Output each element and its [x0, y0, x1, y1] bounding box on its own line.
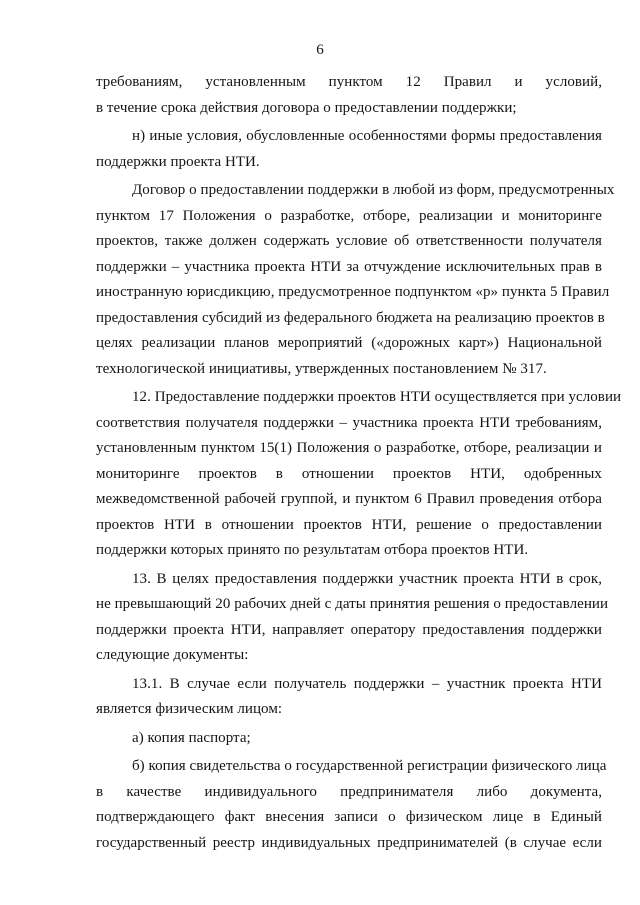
text-line: в течение срока действия договора о предоставлении поддержки;: [96, 99, 517, 116]
text-line: 12. Предоставление поддержки проектов НТИ осуществляется при условии: [132, 389, 622, 405]
text-line: поддержки проекта НТИ, направляет оператору предоставления поддержки: [96, 621, 602, 638]
text-line: предоставления субсидий из федерального бюджета на реализацию проектов в: [96, 309, 605, 326]
text-line: б) копия свидетельства о государственной регистрации физического лица: [132, 758, 607, 774]
paragraph-requirements-continuation: [96, 70, 602, 121]
text-line: поддержки которых принято по результатам отбора проектов НТИ.: [96, 542, 529, 558]
text-line: а) копия паспорта;: [132, 729, 251, 746]
text-line: н) иные условия, обусловленные особенностями формы предоставления: [132, 128, 602, 144]
text-line: Договор о предоставлении поддержки в любой из форм, предусмотренных: [132, 182, 615, 198]
paragraph-item-n: [96, 124, 602, 175]
text-line: технологической инициативы, утвержденных постановлением № 317.: [96, 360, 547, 377]
text-line: следующие документы:: [96, 647, 249, 663]
text-line: проектов НТИ в отношении проектов НТИ, решение о предоставлении: [96, 516, 602, 533]
paragraph-item-b: [96, 754, 607, 856]
paragraph-item-a: [96, 726, 602, 752]
text-line: поддержки проекта НТИ.: [96, 153, 260, 170]
text-line: иностранную юрисдикцию, предусмотренное подпунктом «р» пункта 5 Правил: [96, 284, 610, 300]
text-line: в качестве индивидуального предпринимателя либо документа,: [96, 783, 602, 800]
text-line: установленным пунктом 15(1) Положения о разработке, отборе, реализации и: [96, 440, 602, 456]
text-line: межведомственной рабочей группой, и пунктом 6 Правил проведения отбора: [96, 491, 602, 507]
text-line: является физическим лицом:: [96, 701, 283, 717]
text-line: государственный реестр индивидуальных предпринимателей (в случае если: [96, 834, 602, 851]
text-line: поддержки – участника проекта НТИ за отчуждение исключительных прав в: [96, 258, 602, 275]
paragraph-clause-12: [96, 385, 622, 564]
paragraph-clause-13: [96, 567, 609, 669]
text-line: 13.1. В случае если получатель поддержки – участник проекта НТИ: [132, 675, 602, 692]
document-body: [96, 70, 622, 856]
paragraph-clause-13-1: [96, 672, 602, 723]
paragraph-agreement: [96, 178, 615, 382]
text-line: проектов, также должен содержать условие об ответственности получателя: [96, 233, 602, 249]
page-number: 6: [316, 42, 324, 58]
text-line: целях реализации планов мероприятий («дорожных карт») Национальной: [96, 335, 602, 351]
text-line: соответствия получателя поддержки – участника проекта НТИ требованиям,: [96, 414, 602, 431]
text-line: пунктом 17 Положения о разработке, отборе, реализации и мониторинге: [96, 207, 602, 224]
text-line: 13. В целях предоставления поддержки участник проекта НТИ в срок,: [132, 570, 602, 587]
text-line: мониторинге проектов в отношении проектов НТИ, одобренных: [96, 465, 602, 482]
text-line: требованиям, установленным пунктом 12 Правил и условий,: [96, 74, 602, 90]
text-line: не превышающий 20 рабочих дней с даты принятия решения о предоставлении: [96, 596, 609, 612]
text-line: подтверждающего факт внесения записи о физическом лице в Единый: [96, 809, 602, 825]
